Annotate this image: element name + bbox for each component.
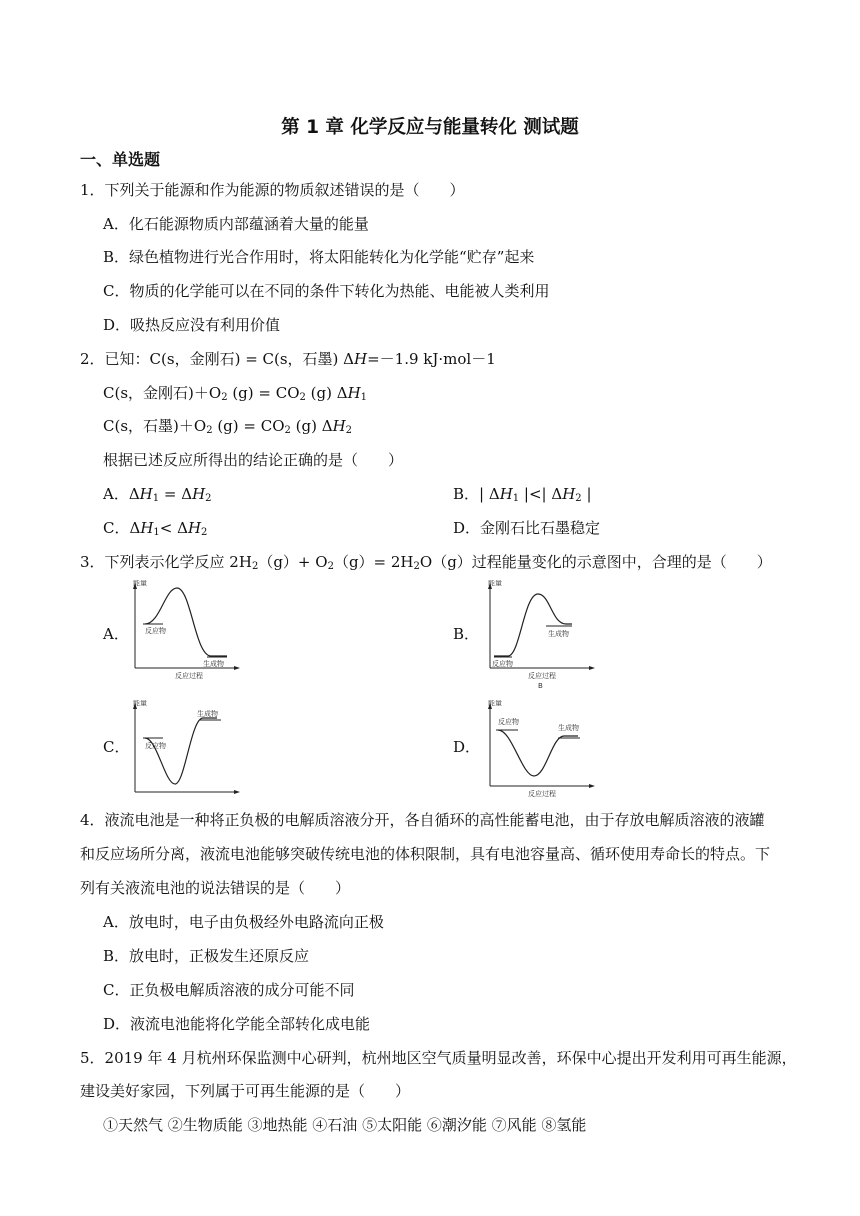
- q2-option-d: D．金刚石比石墨稳定: [453, 519, 601, 537]
- q4-stem-line-2: 和反应场所分离，液流电池能够突破传统电池的体积限制，具有电池容量高、循环使用寿命长的特点。下: [80, 845, 771, 863]
- svg-text:反应物: 反应物: [492, 660, 513, 668]
- q3-graph-b: [480, 580, 600, 692]
- q4-stem-line-1: 4．液流电池是一种将正负极的电解质溶液分开，各自循环的高性能蓄电池，由于存放电解质溶液的液罐: [80, 811, 765, 829]
- svg-text:能量: 能量: [133, 580, 147, 587]
- svg-text:能量: 能量: [488, 700, 502, 707]
- svg-text:能量: 能量: [133, 700, 147, 707]
- svg-text:反应过程: 反应过程: [175, 672, 203, 680]
- svg-text:B: B: [538, 682, 543, 690]
- q2-equation-1: C(s，金刚石)$+O_2$ $(g) = CO_2$ (g) $\Delta H_1$: [103, 384, 368, 403]
- q3-label-b: B．: [453, 625, 480, 643]
- svg-text:生成物: 生成物: [548, 630, 569, 638]
- q2-equation-2: C(s，石墨)$+O_2$ $(g) = CO_2$ (g) $\Delta H_2$: [103, 417, 353, 436]
- svg-text:反应物: 反应物: [145, 742, 166, 750]
- q1-option-b: B．绿色植物进行光合作用时，将太阳能转化为化学能“贮存”起来: [103, 248, 535, 266]
- q2-option-c: C．$\Delta H_1< \Delta H_2$: [103, 519, 208, 538]
- q3-graph-a: [125, 580, 245, 684]
- svg-text:能量: 能量: [488, 580, 502, 587]
- q3-label-c: C．: [103, 738, 130, 756]
- q4-stem-line-3: 列有关液流电池的说法错误的是（ ）: [80, 879, 351, 897]
- q2-prompt: 根据已述反应所得出的结论正确的是（ ）: [103, 451, 404, 469]
- q3-label-d: D．: [453, 738, 481, 756]
- q5-stem-line-1: 5．2019 年 4 月杭州环保监测中心研判，杭州地区空气质量明显改善，环保中心提出开发利用可再生能源，: [80, 1049, 797, 1067]
- q3-graph-c: [125, 700, 245, 804]
- q1-option-c: C．物质的化学能可以在不同的条件下转化为热能、电能被人类利用: [103, 282, 550, 300]
- q1-stem: 1．下列关于能源和作为能源的物质叙述错误的是（ ）: [80, 181, 465, 199]
- svg-text:生成物: 生成物: [558, 724, 579, 732]
- svg-text:生成物: 生成物: [197, 710, 218, 718]
- svg-text:反应物: 反应物: [498, 718, 519, 726]
- svg-text:反应过程: 反应过程: [528, 672, 556, 680]
- svg-text:反应过程: 反应过程: [528, 790, 556, 798]
- q4-option-c: C．正负极电解质溶液的成分可能不同: [103, 981, 355, 999]
- q4-option-d: D．液流电池能将化学能全部转化成电能: [103, 1015, 371, 1033]
- page-title: 第 1 章 化学反应与能量转化 测试题: [281, 117, 579, 138]
- q3-label-a: A．: [103, 625, 129, 643]
- q1-option-d: D．吸热反应没有利用价值: [103, 316, 281, 334]
- q5-items: ①天然气 ②生物质能 ③地热能 ④石油 ⑤太阳能 ⑥潮汐能 ⑦风能 ⑧氢能: [103, 1116, 587, 1134]
- q2-stem: 2．已知：C(s，金刚石) = C(s，石墨) ΔH=－1.9 kJ·mol－1: [80, 350, 496, 368]
- q1-option-a: A．化石能源物质内部蕴涵着大量的能量: [103, 215, 369, 233]
- q2-option-a: A．$\Delta H_1 = \Delta H_2$: [103, 485, 212, 504]
- svg-text:反应物: 反应物: [145, 627, 166, 635]
- q2-option-b: B．| $\Delta H_1$ |<| $\Delta H_2$ |: [453, 485, 592, 504]
- q4-option-b: B．放电时，正极发生还原反应: [103, 947, 310, 965]
- q3-stem: 3．下列表示化学反应 $2H_2(g)+ O_2(g)= 2H_2O(g)$过程能量变化的示意图中，合理的是（ ）: [80, 553, 772, 572]
- q4-option-a: A．放电时，电子由负极经外电路流向正极: [103, 913, 384, 931]
- q5-stem-line-2: 建设美好家园，下列属于可再生能源的是（ ）: [80, 1082, 411, 1100]
- q3-graph-d: [480, 700, 600, 804]
- section-heading: 一、单选题: [80, 150, 161, 169]
- svg-text:生成物: 生成物: [203, 660, 224, 668]
